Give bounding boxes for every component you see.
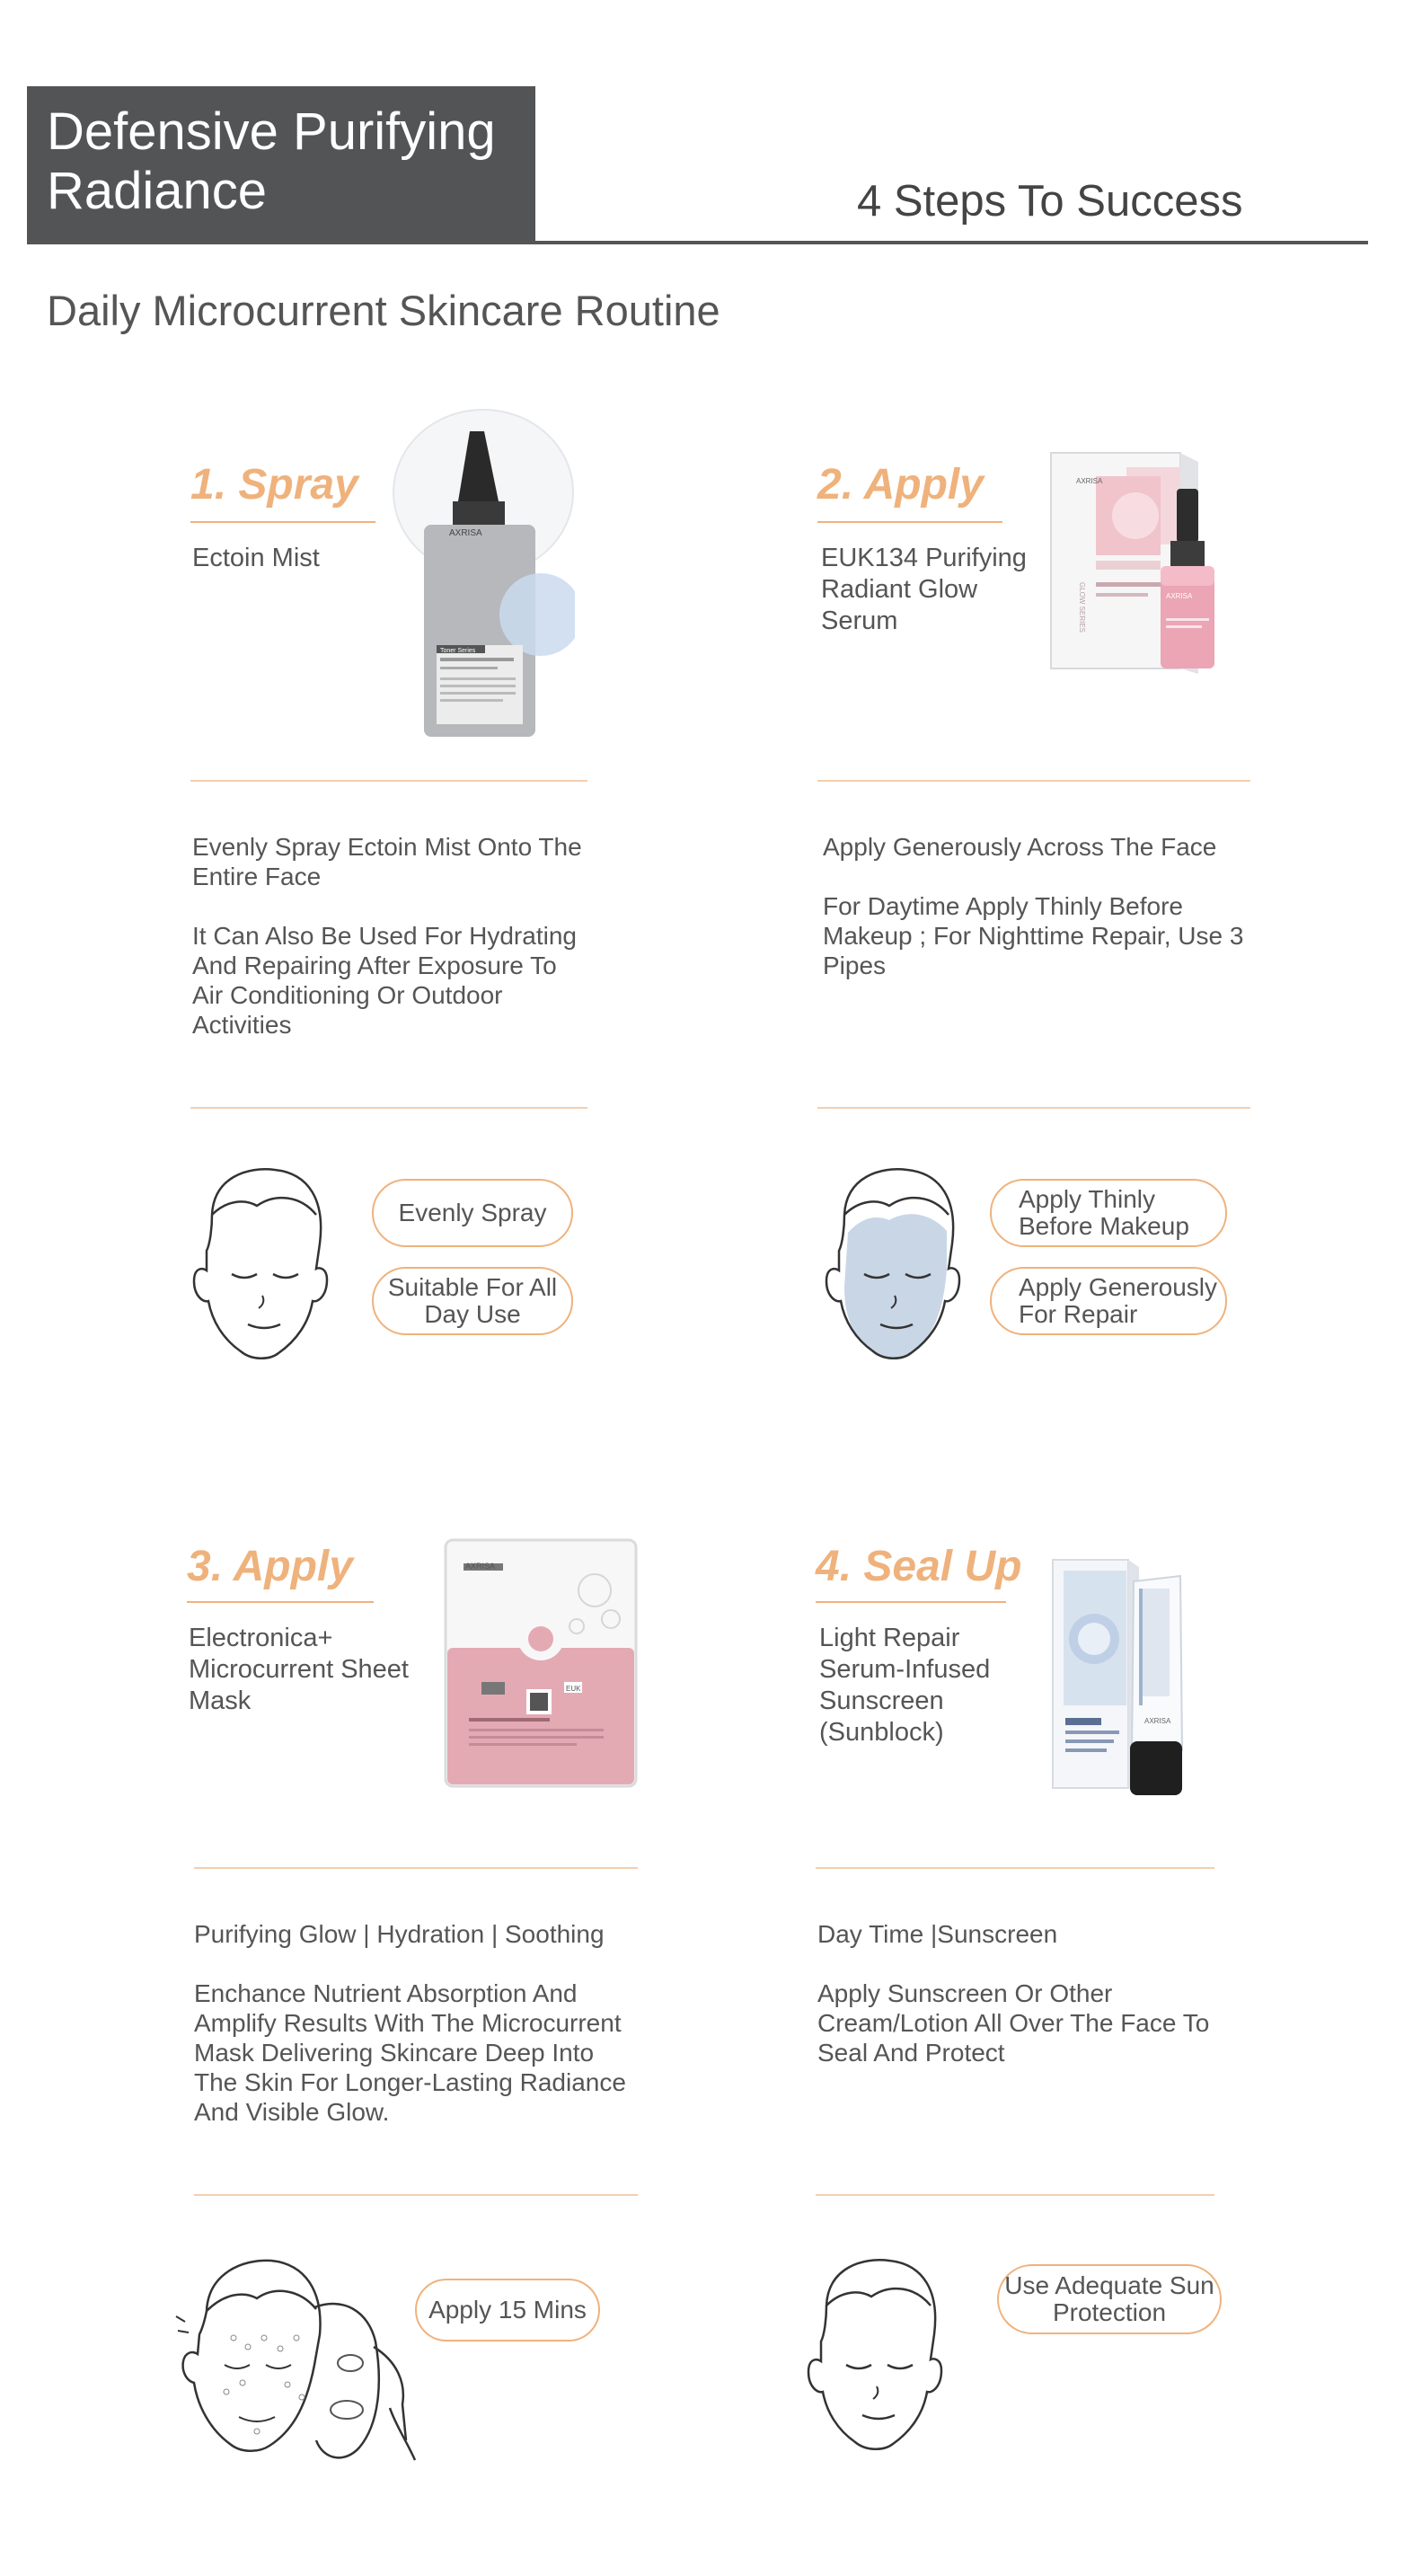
face-outline-icon	[799, 2252, 952, 2467]
step-2-rule-top	[817, 780, 1250, 782]
serum-box-series: GLOW SERIES	[1078, 582, 1086, 633]
serum-bottle-logo: AXRISA	[1166, 592, 1193, 600]
page-subtitle: Daily Microcurrent Skincare Routine	[47, 287, 720, 334]
tag-evenly-spray: Evenly Spray	[372, 1179, 573, 1247]
tube-brand: AXRISA	[1144, 1717, 1171, 1725]
step-2-description	[823, 832, 1245, 980]
step-2-paragraph: Apply Generously Across The Face	[823, 833, 1217, 861]
step-3-product-name: Electronica+ Microcurrent Sheet Mask	[189, 1624, 409, 1715]
page-title: Defensive Purifying Radiance	[47, 102, 496, 220]
step-1-paragraph: Evenly Spray Ectoin Mist Onto The Entire Face	[192, 833, 582, 890]
header-divider	[27, 241, 1368, 244]
step-3-underline	[187, 1601, 374, 1603]
sheet-mask-package	[442, 1536, 640, 1790]
step-4-title: 4. Seal Up	[816, 1543, 1022, 1590]
step-3-rule-bottom	[194, 2194, 638, 2196]
serum-box-logo: AXRISA	[1076, 477, 1103, 485]
step-1-paragraph: It Can Also Be Used For Hydrating And Repairing After Exposure To Air Conditioning Or Outdoor Activities	[192, 922, 577, 1039]
step-3-paragraph: Purifying Glow | Hydration | Soothing	[194, 1920, 605, 1948]
step-2-title: 2. Apply	[817, 461, 984, 509]
step-3-paragraph: Enchance Nutrient Absorption And Amplify Results With The Microcurrent Mask Delivering Skincare Deep Into The Skin For Longer-Lasting Radiance And Visible Glow.	[194, 1979, 626, 2126]
ectoin-mist-bottle	[386, 403, 575, 744]
serum-face-icon	[817, 1161, 970, 1368]
step-4-paragraph: Apply Sunscreen Or Other Cream/Lotion All Over The Face To Seal And Protect	[817, 1979, 1210, 2067]
step-4-underline	[816, 1601, 1006, 1603]
euk134-serum-box	[1046, 447, 1252, 677]
face-outline-icon	[185, 1161, 338, 1368]
step-2-paragraph: For Daytime Apply Thinly Before Makeup ; For Nighttime Repair, Use 3 Pipes	[823, 892, 1244, 979]
step-2-underline	[817, 521, 1002, 523]
tag-apply-thinly: Apply Thinly Before Makeup	[990, 1179, 1227, 1247]
step-1-title: 1. Spray	[190, 461, 358, 509]
step-1-product-name: Ectoin Mist	[192, 544, 320, 572]
step-4-paragraph: Day Time |Sunscreen	[817, 1920, 1058, 1948]
step-4-description	[817, 1919, 1222, 2067]
tag-apply-generously: Apply Generously For Repair	[990, 1267, 1227, 1335]
mist-brand-label: AXRISA	[449, 528, 482, 538]
step-4-rule-top	[816, 1867, 1214, 1869]
tag-sun-protection: Use Adequate Sun Protection	[997, 2264, 1222, 2334]
step-4-rule-bottom	[816, 2194, 1214, 2196]
mask-brand: AXRISA	[465, 1562, 496, 1571]
step-3-description	[194, 1919, 643, 2127]
step-3-title: 3. Apply	[187, 1543, 353, 1590]
tag-apply-15-mins: Apply 15 Mins	[415, 2279, 600, 2341]
step-3-rule-top	[194, 1867, 638, 1869]
step-2-product-name: EUK134 Purifying Radiant Glow Serum	[821, 544, 1027, 635]
tag-all-day-use: Suitable For All Day Use	[372, 1267, 573, 1335]
step-1-rule-bottom	[190, 1107, 587, 1109]
mist-series-label: Toner Series	[440, 648, 476, 654]
mask-badge: EUK	[566, 1685, 581, 1693]
steps-heading: 4 Steps To Success	[857, 177, 1243, 226]
sunscreen-box-and-tube	[1046, 1553, 1207, 1797]
step-1-underline	[190, 521, 375, 523]
step-1-rule-top	[190, 780, 587, 782]
step-2-rule-bottom	[817, 1107, 1250, 1109]
step-4-product-name: Light Repair Serum-Infused Sunscreen (Sunblock)	[819, 1624, 991, 1747]
step-1-description	[192, 832, 587, 1040]
sheet-mask-face-icon	[171, 2248, 440, 2473]
